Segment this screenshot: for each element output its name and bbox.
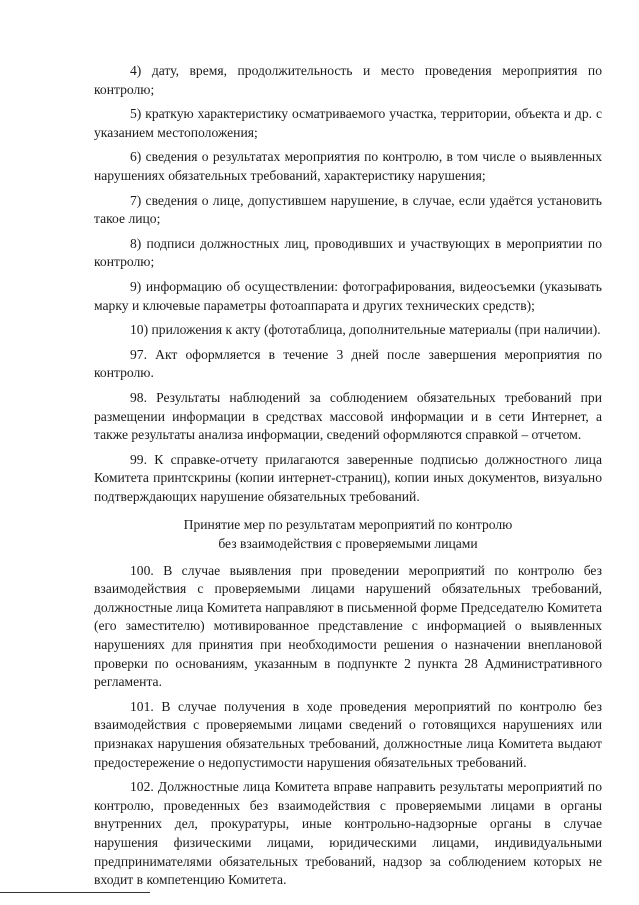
paragraph-101: 101. В случае получения в ходе проведения мероприятий по контролю без взаимодействия с проверяемыми лицами сведений о готовящихся нарушениях или признаках нарушения обязательных требований, должностные лица Комитета выдают предостережение о недопустимости нарушения обязательных требований.	[94, 698, 602, 770]
paragraph-item-7: 7) сведения о лице, допустившем нарушение, в случае, если удаётся установить такое лицо;	[94, 192, 602, 227]
paragraph-98: 98. Результаты наблюдений за соблюдением обязательных требований при размещении информации в средствах массовой информации и в сети Интернет, а также результаты анализа информации, сведений оформляются справкой – отчетом.	[94, 389, 602, 443]
paragraph-item-8: 8) подписи должностных лиц, проводивших и участвующих в мероприятии по контролю;	[94, 235, 602, 270]
section-heading-line-2: без взаимодействия с проверяемыми лицами	[218, 536, 478, 552]
paragraph-97: 97. Акт оформляется в течение 3 дней после завершения мероприятия по контролю.	[94, 346, 602, 381]
paragraph-item-10: 10) приложения к акту (фототаблица, дополнительные материалы (при наличии).	[130, 322, 601, 338]
section-heading	[94, 516, 602, 553]
footer-divider	[0, 892, 150, 893]
paragraph-item-6: 6) сведения о результатах мероприятия по контролю, в том числе о выявленных нарушениях обязательных требований, характеристику нарушения;	[94, 149, 602, 183]
section-heading-line-1: Принятие мер по результатам мероприятий по контролю	[183, 517, 513, 533]
paragraph-99: 99. К справке-отчету прилагаются заверенные подписью должностного лица Комитета принтскрины (копии интернет-страниц), копии иных документов, визуально подтверждающих нарушение обязательных требований.	[94, 451, 602, 504]
paragraph-102: 102. Должностные лица Комитета вправе направить результаты мероприятий по контролю, проведенных без взаимодействия с проверяемыми лицами в органы внутренних дел, прокуратуры, иные контрольно-надзорные органы в случае нарушения физическими лицами, юридическими лицами, индивидуальными предпринимателями обязательных требований, надзор за соблюдением которых не входит в компетенцию Комитета.	[94, 779, 602, 888]
paragraph-100: 100. В случае выявления при проведении мероприятий по контролю без взаимодействия с проверяемыми лицами нарушений обязательных требований, должностные лица Комитета направляют в письменной форме Председателю Комитета (его заместителю) мотивированное представление с информацией о выявленных нарушениях для принятия при необходимости решения о назначении внеплановой проверки по основаниям, указанным в подпункте 2 пункта 28 Административного регламента.	[94, 562, 602, 690]
paragraph-item-9: 9) информацию об осуществлении: фотографирования, видеосъемки (указывать марку и ключевые параметры фотоаппарата и других технических средств);	[94, 278, 602, 313]
document-page	[94, 62, 602, 896]
paragraph-item-5: 5) краткую характеристику осматриваемого участка, территории, объекта и др. с указанием местоположения;	[94, 106, 602, 140]
paragraph-item-4: 4) дату, время, продолжительность и место проведения мероприятия по контролю;	[94, 63, 602, 97]
